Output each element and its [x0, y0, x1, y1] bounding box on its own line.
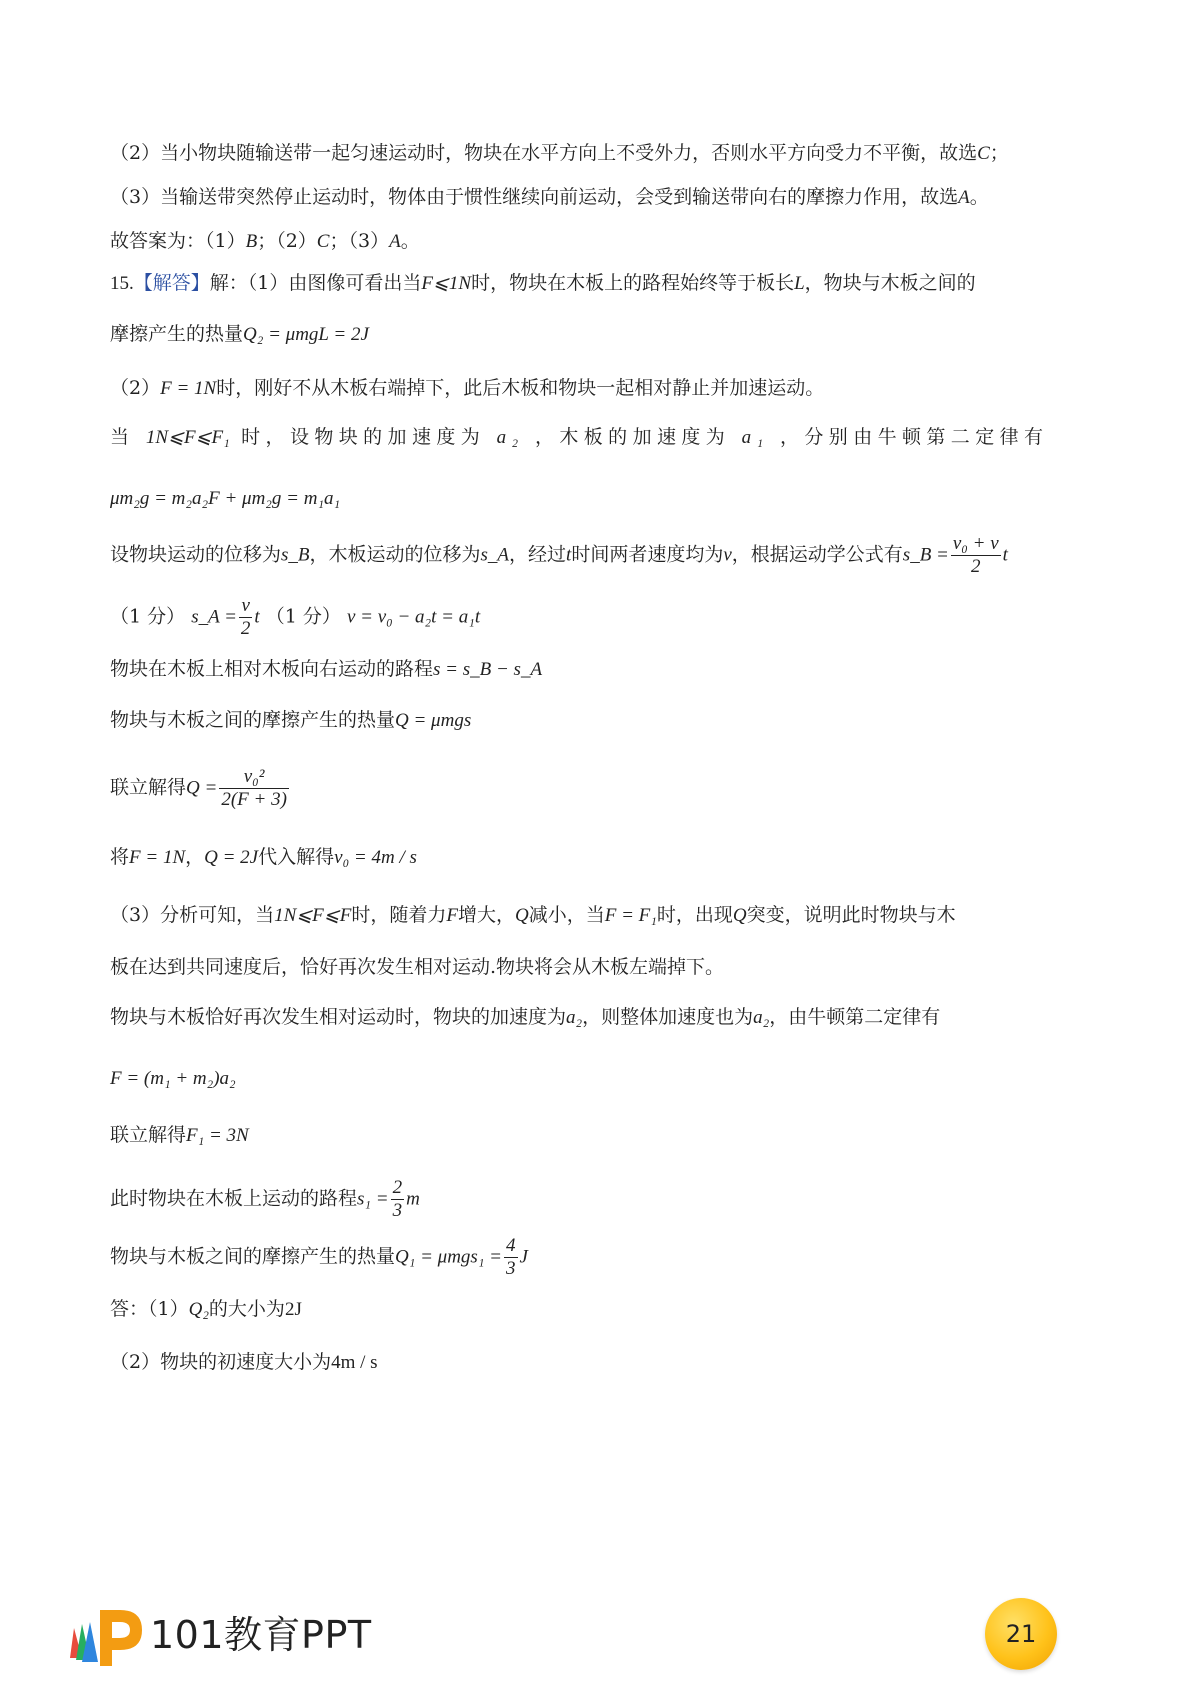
- text: 时，刚好不从木板右端掉下，此后木板和物块一起相对静止并加速运动。: [216, 377, 825, 399]
- text: 物块在木板上相对木板向右运动的路程: [110, 658, 434, 680]
- text-line: [110, 706, 471, 735]
- text: 物块与木板之间的摩擦产生的热量: [110, 709, 396, 731]
- text-line: [110, 227, 420, 256]
- math: C: [977, 143, 990, 164]
- denominator: 3: [506, 1258, 516, 1279]
- text: 代入解得: [258, 846, 335, 868]
- math: a₂: [496, 427, 524, 448]
- text: ；（3）: [329, 230, 390, 252]
- text: 板在达到共同速度后，恰好再次发生相对运动.物块将会从木板左端掉下。: [110, 956, 725, 978]
- math: v = v₀ − a₂t = a₁t: [346, 606, 481, 628]
- math: a₂: [753, 1007, 770, 1028]
- numerator: 4: [506, 1235, 516, 1256]
- denominator: 3: [392, 1200, 403, 1221]
- math: a₂: [566, 1007, 583, 1028]
- math: t: [254, 606, 260, 628]
- math: F = 1N: [129, 847, 186, 868]
- text-line: [110, 1235, 528, 1280]
- text: 联立解得: [110, 1124, 187, 1146]
- text: ，则整体加速度也为: [582, 1006, 754, 1028]
- text: 增大，: [457, 904, 515, 926]
- math: s_B =: [902, 544, 949, 566]
- math: Q = μmgs: [395, 710, 472, 731]
- math: 1N⩽F⩽F: [274, 905, 352, 926]
- math: F = 1N: [160, 378, 217, 399]
- text-line: [110, 953, 724, 981]
- answer-line: [110, 1348, 378, 1377]
- text-line: [110, 1177, 420, 1222]
- math: s₁ =: [357, 1188, 389, 1210]
- text-line: [110, 655, 542, 684]
- math: F₁ = 3N: [186, 1125, 249, 1146]
- math: s_A =: [191, 606, 237, 628]
- math: s_A: [480, 544, 510, 566]
- text: 联立解得: [110, 776, 187, 799]
- text: ，由牛顿第二定律有: [769, 1006, 941, 1028]
- text-line: [110, 139, 1009, 168]
- text: ；: [989, 142, 1009, 164]
- math: Q₁ = μmgs₁ =: [395, 1246, 502, 1268]
- text-line: [110, 320, 369, 349]
- math: F = F₁: [604, 905, 657, 926]
- text-line: [110, 595, 480, 640]
- math: B: [245, 231, 258, 252]
- fraction: [951, 533, 1001, 578]
- math: Q = 2J: [204, 847, 259, 868]
- text: ，木板的加速度为: [534, 426, 731, 448]
- math: Q: [732, 905, 747, 926]
- numerator: v₀ + v: [952, 533, 999, 554]
- text: 此时物块在木板上运动的路程: [110, 1187, 358, 1210]
- text: 将: [110, 846, 130, 868]
- math: A: [389, 231, 401, 252]
- page-number: 21: [1005, 1620, 1037, 1648]
- math: C: [316, 231, 330, 252]
- text: （3）当输送带突然停止运动时，物体由于惯性继续向前运动，会受到输送带向右的摩擦力作用，故选: [110, 186, 959, 208]
- text: （2）: [110, 377, 161, 399]
- fraction: [239, 595, 253, 640]
- text: 时间两者速度均为: [571, 543, 724, 566]
- math: F⩽1N: [421, 273, 472, 294]
- math: L: [794, 273, 805, 294]
- text: ，: [185, 846, 205, 868]
- math: 1N⩽F⩽F₁: [145, 427, 230, 448]
- math: a₁: [741, 427, 769, 448]
- text: 。: [969, 186, 989, 208]
- text: （2）当小物块随输送带一起匀速运动时，物块在水平方向上不受外力，否则水平方向受力不平衡，故选: [110, 142, 978, 164]
- numerator: v₀²: [219, 766, 289, 789]
- math: t: [566, 544, 572, 566]
- text: ，根据运动学公式有: [731, 543, 903, 566]
- math: m: [406, 1188, 420, 1210]
- text: 时，随着力: [351, 904, 447, 926]
- math: Q =: [186, 777, 218, 799]
- text: （3）分析可知，当: [110, 904, 275, 926]
- math: F = (m₁ + m₂)a₂: [110, 1068, 236, 1089]
- logo-letter-p: [100, 1610, 142, 1666]
- text: 故答案为：（1）: [110, 230, 246, 252]
- text: ，木板运动的位移为: [309, 543, 481, 566]
- equation-line: [110, 1064, 236, 1093]
- text: ；（2）: [257, 230, 317, 252]
- text-line: [110, 533, 1008, 578]
- text: 物块与木板恰好再次发生相对运动时，物块的加速度为: [110, 1006, 567, 1028]
- brand-logo-text: 101教育PPT: [150, 1613, 372, 1657]
- text: 时，出现: [656, 904, 733, 926]
- text-line: [110, 374, 824, 403]
- text: 的大小为: [208, 1298, 285, 1320]
- numerator: v: [239, 595, 253, 618]
- math: Q: [514, 905, 529, 926]
- denominator: 2: [240, 618, 251, 639]
- fraction: [219, 766, 289, 811]
- math: F: [446, 905, 458, 926]
- math: v: [723, 544, 732, 566]
- denominator: 2(F + 3): [221, 789, 287, 810]
- text: 设物块运动的位移为: [110, 543, 282, 566]
- text: ，物块与木板之间的: [804, 272, 976, 294]
- text: ，经过: [509, 543, 567, 566]
- text: 物块与木板之间的摩擦产生的热量: [110, 1245, 396, 1268]
- math: Q₂ = μmgL = 2J: [243, 324, 369, 345]
- math: J: [519, 1246, 528, 1268]
- text: 当: [110, 426, 135, 448]
- math: μm₂g = m₂a₂F + μm₂g = m₁a₁: [110, 488, 341, 509]
- question-15-header: [110, 269, 976, 298]
- text: 时，物块在木板上的路程始终等于板长: [471, 272, 795, 294]
- text: 减小，当: [528, 904, 605, 926]
- text-line: [110, 843, 417, 872]
- text: 答：（1）: [110, 1298, 189, 1320]
- denominator: 2: [971, 556, 981, 577]
- math: v₀ = 4m / s: [334, 847, 417, 868]
- math: t: [1002, 544, 1008, 566]
- math: 2J: [284, 1299, 302, 1320]
- math: s_B: [281, 544, 310, 566]
- math: Q₂: [188, 1299, 209, 1320]
- text: 解：（1）由图像可看出当: [209, 272, 422, 294]
- math: s = s_B − s_A: [433, 659, 543, 680]
- text: （1 分）: [265, 605, 341, 628]
- text: 摩擦产生的热量: [110, 323, 244, 345]
- text: 。: [400, 230, 420, 252]
- math: 4m / s: [331, 1352, 378, 1373]
- math: A: [958, 187, 970, 208]
- numerator: 2: [392, 1177, 403, 1198]
- text-line: [110, 1121, 249, 1150]
- text: （1 分）: [110, 605, 186, 628]
- fraction: [391, 1177, 405, 1222]
- text: （2）物块的初速度大小为: [110, 1351, 332, 1373]
- fraction: [504, 1235, 518, 1280]
- text: ，分别由牛顿第二定律有: [780, 426, 1049, 448]
- text: 时，设物块的加速度为: [241, 426, 486, 448]
- text-line: [110, 423, 1048, 452]
- text-line: [110, 183, 989, 212]
- answer-tag: 【解答】: [133, 272, 210, 294]
- text-line: [110, 766, 291, 811]
- equation-line: [110, 484, 340, 513]
- text-line: [110, 901, 956, 930]
- question-number: 15.: [110, 273, 134, 294]
- text: 突变，说明此时物块与木: [746, 904, 956, 926]
- text-line: [110, 1003, 940, 1032]
- answer-line: [110, 1295, 302, 1324]
